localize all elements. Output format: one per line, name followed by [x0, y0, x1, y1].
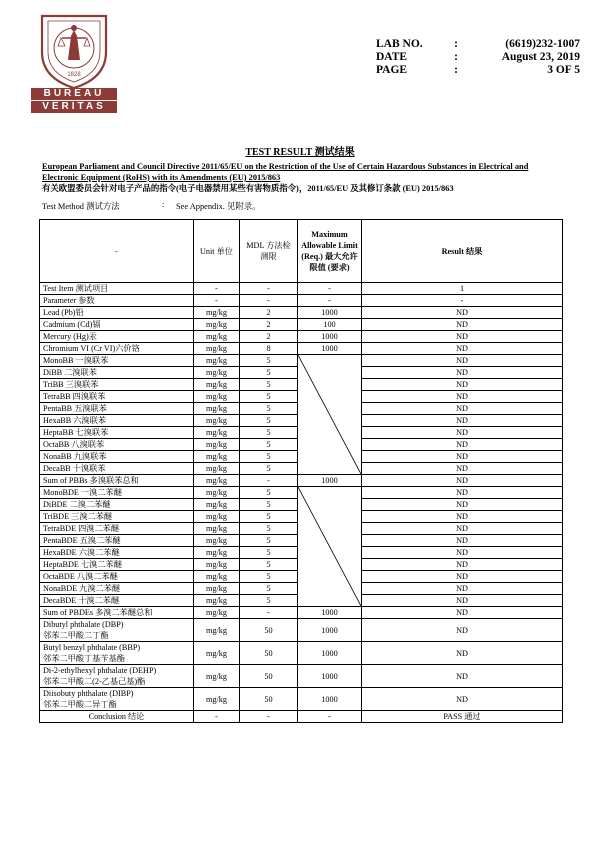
page-value: 3 OF 5: [547, 64, 580, 76]
directive-cn: 有关欧盟委员会针对电子产品的指令(电子电器禁用某些有害物质指令)，2011/65/EU 及其修订条款 (EU) 2015/863: [42, 184, 454, 193]
cell-result: ND: [362, 619, 563, 642]
cell-result: ND: [362, 642, 563, 665]
cell-result: ND: [362, 355, 563, 367]
lab-info: [376, 38, 580, 77]
table-row: [40, 319, 563, 331]
date-value: August 23, 2019: [501, 51, 580, 63]
cell-result: ND: [362, 665, 563, 688]
header-item: -: [40, 220, 194, 283]
cell-unit: mg/kg: [194, 535, 240, 547]
table-row: [40, 642, 563, 665]
cell-unit: mg/kg: [194, 463, 240, 475]
header-mdl: MDL 方法检测限: [240, 220, 298, 283]
colon: :: [454, 38, 458, 50]
table-row: [40, 665, 563, 688]
cell-limit: -: [298, 711, 362, 723]
table-row: [40, 331, 563, 343]
table-row: [40, 307, 563, 319]
cell-name: DecaBDE 十溴二苯醚: [40, 595, 194, 607]
cell-mdl: 5: [240, 355, 298, 367]
directive-text: [42, 161, 562, 194]
cell-unit: mg/kg: [194, 343, 240, 355]
cell-unit: mg/kg: [194, 571, 240, 583]
cell-limit: -: [298, 283, 362, 295]
name-en: Di-2-ethylhexyl phthalate (DEHP): [43, 666, 157, 675]
cell-result: 1: [362, 283, 563, 295]
table-body: [40, 283, 563, 723]
cell-name: [40, 688, 194, 711]
cell-result: ND: [362, 403, 563, 415]
colon: :: [162, 200, 165, 209]
cell-name: HeptaBB 七溴联苯: [40, 427, 194, 439]
cell-name: [40, 665, 194, 688]
cell-unit: mg/kg: [194, 511, 240, 523]
cell-limit: 1000: [298, 642, 362, 665]
cell-mdl: 2: [240, 307, 298, 319]
page-title: TEST RESULT 测试结果: [245, 147, 355, 158]
cell-mdl: 5: [240, 583, 298, 595]
cell-limit: 1000: [298, 307, 362, 319]
cell-unit: mg/kg: [194, 499, 240, 511]
cell-result: ND: [362, 343, 563, 355]
cell-unit: mg/kg: [194, 688, 240, 711]
cell-result: ND: [362, 463, 563, 475]
cell-mdl: 8: [240, 343, 298, 355]
cell-mdl: 5: [240, 523, 298, 535]
cell-unit: mg/kg: [194, 307, 240, 319]
conclusion-label: Conclusion 结论: [40, 711, 194, 723]
cell-unit: mg/kg: [194, 523, 240, 535]
test-method: [42, 200, 260, 212]
cell-result: ND: [362, 607, 563, 619]
cell-name: Test Item 测试项目: [40, 283, 194, 295]
cell-unit: mg/kg: [194, 475, 240, 487]
cell-result: ND: [362, 307, 563, 319]
cell-mdl: -: [240, 475, 298, 487]
cell-name: Lead (Pb)铅: [40, 307, 194, 319]
cell-name: HexaBDE 六溴二苯醚: [40, 547, 194, 559]
cell-limit: 1000: [298, 343, 362, 355]
cell-result: ND: [362, 379, 563, 391]
cell-unit: -: [194, 283, 240, 295]
cell-unit: mg/kg: [194, 559, 240, 571]
cell-result: -: [362, 295, 563, 307]
cell-result: ND: [362, 319, 563, 331]
cell-mdl: 5: [240, 535, 298, 547]
cell-mdl: 2: [240, 331, 298, 343]
cell-limit: 1000: [298, 619, 362, 642]
cell-mdl: 50: [240, 642, 298, 665]
cell-unit: mg/kg: [194, 391, 240, 403]
cell-unit: -: [194, 295, 240, 307]
test-method-value: See Appendix. 见附录。: [176, 202, 261, 211]
cell-result: ND: [362, 688, 563, 711]
header-unit: Unit 单位: [194, 220, 240, 283]
cell-unit: -: [194, 711, 240, 723]
cell-result: ND: [362, 571, 563, 583]
cell-mdl: 5: [240, 391, 298, 403]
cell-result: ND: [362, 427, 563, 439]
cell-mdl: 5: [240, 403, 298, 415]
cell-name: HeptaBDE 七溴二苯醚: [40, 559, 194, 571]
table-row: [40, 619, 563, 642]
cell-mdl: 5: [240, 379, 298, 391]
cell-unit: mg/kg: [194, 403, 240, 415]
table-row: [40, 688, 563, 711]
cell-limit: 1000: [298, 688, 362, 711]
cell-result: ND: [362, 535, 563, 547]
colon: :: [454, 51, 458, 63]
cell-mdl: 5: [240, 595, 298, 607]
cell-name: Cadmium (Cd)镉: [40, 319, 194, 331]
cell-mdl: 5: [240, 547, 298, 559]
lab-number-label: LAB NO.: [376, 38, 423, 50]
cell-name: [40, 619, 194, 642]
cell-unit: mg/kg: [194, 319, 240, 331]
cell-result: ND: [362, 523, 563, 535]
table-row: [40, 343, 563, 355]
table-row: [40, 355, 563, 367]
cell-unit: mg/kg: [194, 583, 240, 595]
cell-name: HexaBB 六溴联苯: [40, 415, 194, 427]
table-row: [40, 607, 563, 619]
cell-name: OctaBB 八溴联苯: [40, 439, 194, 451]
lab-number-value: (6619)232-1007: [505, 38, 580, 50]
table-row: [40, 475, 563, 487]
cell-mdl: 50: [240, 688, 298, 711]
name-cn: 邻苯二甲酸二异丁酯: [43, 700, 117, 709]
table-row: [40, 487, 563, 499]
cell-name: PentaBB 五溴联苯: [40, 403, 194, 415]
name-en: Dibutyl phthalate (DBP): [43, 620, 124, 629]
cell-name: PentaBDE 五溴二苯醚: [40, 535, 194, 547]
cell-unit: mg/kg: [194, 607, 240, 619]
cell-unit: mg/kg: [194, 642, 240, 665]
brand-word-bureau: BUREAU: [31, 88, 117, 100]
cell-mdl: -: [240, 607, 298, 619]
cell-unit: mg/kg: [194, 427, 240, 439]
header-limit: Maximum Allowable Limit (Req.) 最大允许限值 (要求): [298, 220, 362, 283]
cell-limit: 100: [298, 319, 362, 331]
directive-en: European Parliament and Council Directive 2011/65/EU on the Restriction of the Use of Certain Hazardous Substances in Electrical and Electronic Equipment (RoHS) with its Amendments (EU) 2015/863: [42, 162, 529, 182]
conclusion-result: PASS 通过: [362, 711, 563, 723]
cell-unit: mg/kg: [194, 619, 240, 642]
name-cn: 邻苯二甲酸二丁酯: [43, 631, 109, 640]
cell-mdl: -: [240, 295, 298, 307]
cell-result: ND: [362, 595, 563, 607]
page-row: [376, 64, 580, 77]
name-cn: 邻苯二甲酸二(2-乙基己基)酯: [43, 677, 146, 686]
cell-mdl: 5: [240, 451, 298, 463]
cell-name: Sum of PBDEs 多溴二苯醚总和: [40, 607, 194, 619]
cell-unit: mg/kg: [194, 665, 240, 688]
cell-limit: 1000: [298, 475, 362, 487]
lab-number-row: [376, 38, 580, 51]
page-label: PAGE: [376, 64, 408, 76]
cell-mdl: 50: [240, 619, 298, 642]
header-result: Result 结果: [362, 220, 563, 283]
cell-mdl: 5: [240, 367, 298, 379]
cell-result: ND: [362, 331, 563, 343]
cell-mdl: 5: [240, 487, 298, 499]
cell-name: NonaBB 九溴联苯: [40, 451, 194, 463]
cell-mdl: 2: [240, 319, 298, 331]
conclusion-row: [40, 711, 563, 723]
cell-result: ND: [362, 499, 563, 511]
name-en: Butyl benzyl phthalate (BBP): [43, 643, 141, 652]
logo-year: 1828: [67, 72, 81, 78]
cell-result: ND: [362, 439, 563, 451]
cell-mdl: 5: [240, 415, 298, 427]
cell-mdl: 5: [240, 571, 298, 583]
cell-name: TetraBB 四溴联苯: [40, 391, 194, 403]
cell-name: NonaBDE 九溴二苯醚: [40, 583, 194, 595]
date-row: [376, 51, 580, 64]
cell-unit: mg/kg: [194, 439, 240, 451]
cell-name: DecaBB 十溴联苯: [40, 463, 194, 475]
cell-name: Chromium VI (Cr VI)六价铬: [40, 343, 194, 355]
date-label: DATE: [376, 51, 408, 63]
cell-name: Parameter 参数: [40, 295, 194, 307]
colon: :: [454, 64, 458, 76]
cell-result: ND: [362, 367, 563, 379]
cell-unit: mg/kg: [194, 331, 240, 343]
cell-mdl: 50: [240, 665, 298, 688]
cell-unit: mg/kg: [194, 451, 240, 463]
cell-mdl: 5: [240, 463, 298, 475]
cell-mdl: 5: [240, 559, 298, 571]
table-row: [40, 295, 563, 307]
cell-limit: -: [298, 295, 362, 307]
cell-mdl: 5: [240, 427, 298, 439]
table-row: [40, 283, 563, 295]
cell-result: ND: [362, 559, 563, 571]
name-cn: 邻苯二甲酸丁基苄基酯: [43, 654, 125, 663]
test-method-label: Test Method 测试方法: [42, 202, 120, 211]
cell-name: Mercury (Hg)汞: [40, 331, 194, 343]
table-header-row: [40, 220, 563, 283]
cell-result: ND: [362, 475, 563, 487]
cell-result: ND: [362, 547, 563, 559]
cell-limit: 1000: [298, 665, 362, 688]
cell-mdl: -: [240, 283, 298, 295]
cell-name: MonoBB 一溴联苯: [40, 355, 194, 367]
cell-mdl: 5: [240, 439, 298, 451]
name-en: Diisobuty phthalate (DIBP): [43, 689, 134, 698]
cell-unit: mg/kg: [194, 487, 240, 499]
cell-name: TetraBDE 四溴二苯醚: [40, 523, 194, 535]
cell-result: ND: [362, 451, 563, 463]
cell-result: ND: [362, 487, 563, 499]
brand-word-veritas: VERITAS: [31, 101, 117, 113]
cell-unit: mg/kg: [194, 415, 240, 427]
cell-mdl: 5: [240, 499, 298, 511]
cell-result: ND: [362, 391, 563, 403]
cell-unit: mg/kg: [194, 547, 240, 559]
cell-result: ND: [362, 511, 563, 523]
cell-name: OctaBDE 八溴二苯醚: [40, 571, 194, 583]
cell-unit: mg/kg: [194, 595, 240, 607]
cell-unit: mg/kg: [194, 355, 240, 367]
cell-name: DiBDE 二溴二苯醚: [40, 499, 194, 511]
cell-limit: 1000: [298, 607, 362, 619]
cell-name: DiBB 二溴联苯: [40, 367, 194, 379]
limit-diagonal-cell: [298, 355, 362, 475]
cell-result: ND: [362, 415, 563, 427]
results-table: [39, 219, 563, 723]
cell-name: TriBB 三溴联苯: [40, 379, 194, 391]
cell-mdl: 5: [240, 511, 298, 523]
cell-name: Sum of PBBs 多溴联苯总和: [40, 475, 194, 487]
cell-name: [40, 642, 194, 665]
cell-result: ND: [362, 583, 563, 595]
cell-name: MonoBDE 一溴二苯醚: [40, 487, 194, 499]
limit-diagonal-cell: [298, 487, 362, 607]
cell-unit: mg/kg: [194, 367, 240, 379]
cell-unit: mg/kg: [194, 379, 240, 391]
cell-mdl: -: [240, 711, 298, 723]
cell-limit: 1000: [298, 331, 362, 343]
cell-name: TriBDE 三溴二苯醚: [40, 511, 194, 523]
